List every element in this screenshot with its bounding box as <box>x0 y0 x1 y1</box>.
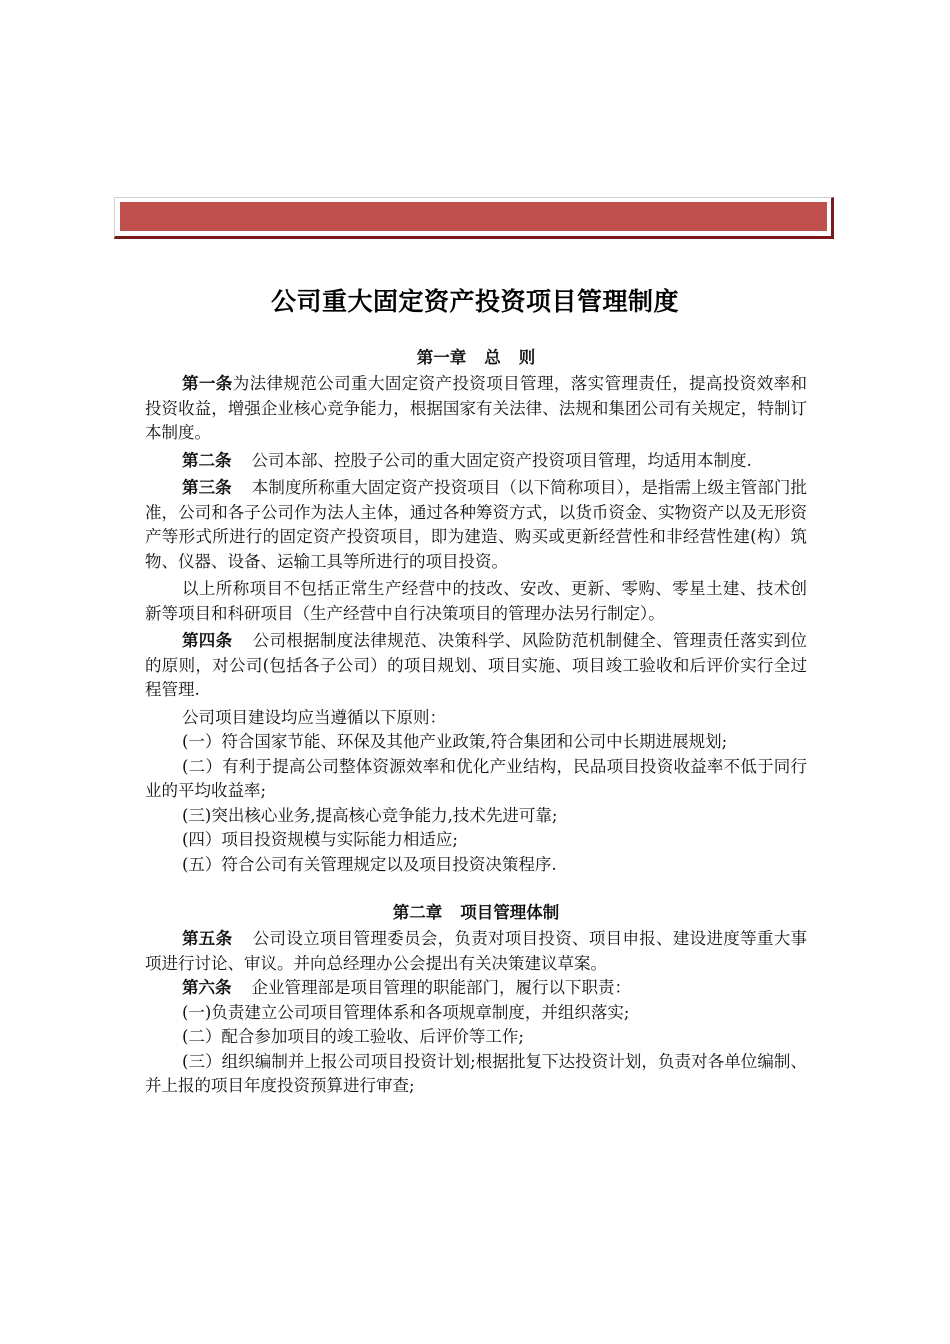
article-1-label: 第一条 <box>182 374 233 393</box>
article-3 <box>145 476 807 574</box>
principle-item: (二）有利于提高公司整体资源效率和优化产业结构，民品项目投资收益率不低于同行业的平均收益率; <box>145 756 807 800</box>
article-5-text: 公司设立项目管理委员会，负责对项目投资、项目申报、建设进度等重大事项进行讨论、审议。并向总经理办公会提出有关决策建议草案。 <box>145 929 808 973</box>
chapter-1-title-b: 则 <box>518 348 536 367</box>
document-body <box>145 346 807 1099</box>
document-title: 公司重大固定资产投资项目管理制度 <box>270 287 679 316</box>
article-6 <box>145 976 807 1001</box>
chapter-1-number: 第一章 <box>416 348 467 367</box>
article-3-label: 第三条 <box>182 478 232 497</box>
header-banner <box>114 197 834 239</box>
article-1-text: 为法律规范公司重大固定资产投资项目管理，落实管理责任，提高投资效率和投资收益，增强企业核心竞争能力，根据国家有关法律、法规和集团公司有关规定，特制订本制度。 <box>145 374 808 442</box>
article-5-label: 第五条 <box>182 929 233 948</box>
duty-item: (一)负责建立公司项目管理体系和各项规章制度，并组织落实; <box>182 1002 630 1022</box>
chapter-2-title: 项目管理体制 <box>460 903 560 922</box>
header-banner-bar <box>120 202 827 231</box>
chapter-2-heading <box>145 901 807 927</box>
article-2-text: 公司本部、控股子公司的重大固定资产投资项目管理，均适用本制度. <box>251 450 752 470</box>
article-1 <box>145 372 807 446</box>
article-5 <box>145 927 807 976</box>
article-3-note: 以上所称项目不包括正常生产经营中的技改、安改、更新、零购、零星土建、技术创新等项目和科研项目（生产经营中自行决策项目的管理办法另行制定）。 <box>145 579 807 623</box>
chapter-1-title-a: 总 <box>484 348 501 367</box>
principle-item: (三)突出核心业务,提高核心竞争能力,技术先进可靠; <box>182 805 558 825</box>
article-2 <box>145 449 807 474</box>
principle-item: (一）符合国家节能、环保及其他产业政策,符合集团和公司中长期进展规划; <box>182 732 728 751</box>
article-3-text: 本制度所称重大固定资产投资项目（以下简称项目），是指需上级主管部门批准，公司和各子公司作为法人主体，通过各种筹资方式，以货币资金、实物资产以及无形资产等形式所进行的固定资产投资项目，即为建造、购买或更新经营性和非经营性建(构）筑物、仪器、设备、运输工具等所进行的项目投资。 <box>145 478 808 571</box>
article-6-label: 第六条 <box>182 978 232 997</box>
chapter-1-heading <box>145 346 807 372</box>
principle-item: (四）项目投资规模与实际能力相适应; <box>182 830 458 849</box>
principles-intro: 公司项目建设均应当遵循以下原则： <box>182 707 446 727</box>
duty-item: (三）组织编制并上报公司项目投资计划;根据批复下达投资计划，负责对各单位编制、并上报的项目年度投资预算进行审查; <box>145 1051 807 1095</box>
chapter-2-number: 第二章 <box>392 903 443 922</box>
duty-item: (二）配合参加项目的竣工验收、后评价等工作; <box>182 1027 524 1046</box>
article-4 <box>145 629 807 703</box>
article-2-label: 第二条 <box>182 450 232 470</box>
principle-item: (五）符合公司有关管理规定以及项目投资决策程序. <box>182 854 557 874</box>
article-4-text: 公司根据制度法律规范、决策科学、风险防范机制健全、管理责任落实到位的原则，对公司(包括各子公司）的项目规划、项目实施、项目竣工验收和后评价实行全过程管理. <box>145 631 808 699</box>
article-4-label: 第四条 <box>182 631 233 650</box>
article-6-text: 企业管理部是项目管理的职能部门，履行以下职责： <box>251 978 631 997</box>
